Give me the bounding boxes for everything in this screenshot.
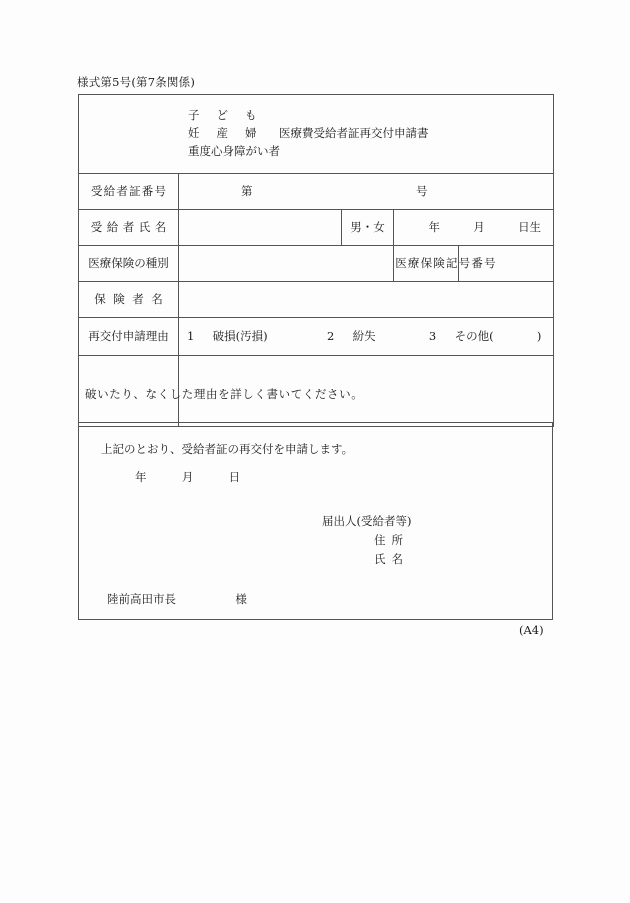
table-row-recipient-name (79, 210, 554, 246)
applicant-address-row[interactable] (322, 532, 411, 551)
birthdate-field[interactable] (394, 210, 554, 246)
applicant-address-label: 住所 (374, 533, 409, 547)
paper-size-label: (A4) (519, 623, 544, 637)
addressee-honorific: 様 (235, 592, 247, 606)
recipient-number-label: 受給者証番号 (90, 183, 168, 198)
reason-option-3[interactable]: その他( (454, 328, 494, 343)
reason-options (187, 328, 541, 346)
reason-option-2-number: 2 (326, 328, 335, 343)
table-row-insurer-name (79, 282, 554, 318)
table-row-insurance-type (79, 246, 554, 282)
form-number-label: 様式第5号(第7条関係) (77, 75, 196, 89)
title-line-1 (187, 107, 429, 125)
title-main-text: 医療費受給者証再交付申請書 (279, 126, 429, 140)
declaration-block (78, 422, 553, 620)
title-category-children: 子ども (188, 108, 274, 122)
form-title (187, 107, 429, 161)
applicant-name-row[interactable] (322, 551, 411, 570)
recipient-name-label: 受給者氏名 (90, 219, 171, 234)
birth-year-label: 年 (428, 219, 440, 234)
reason-option-2[interactable]: 紛失 (352, 328, 376, 343)
title-category-disability: 重度心身障がい者 (188, 144, 280, 158)
insurer-name-field[interactable] (179, 282, 554, 318)
declaration-day-label: 日 (228, 470, 241, 484)
title-category-maternity: 妊産婦 (188, 126, 274, 140)
table-row-reason (79, 318, 554, 356)
insurance-type-field[interactable] (179, 246, 394, 282)
insurance-number-label-cell: 医療保険記号番号 (394, 246, 459, 282)
recipient-number-suffix: 号 (416, 183, 428, 198)
addressee-row (107, 591, 247, 607)
application-form-table (78, 94, 554, 427)
recipient-name-label-cell (79, 210, 179, 246)
sex-selection-cell[interactable]: 男・女 (342, 210, 394, 246)
reason-option-3-close: ) (536, 328, 542, 343)
reason-options-cell[interactable] (179, 318, 554, 356)
insurance-number-field[interactable] (459, 246, 554, 282)
reason-label: 再交付申請理由 (88, 328, 169, 343)
form-title-cell (79, 95, 554, 174)
insurer-name-label-cell (79, 282, 179, 318)
insurance-type-label-cell (79, 246, 179, 282)
birthdate-labels (428, 219, 541, 237)
reason-option-3-number: 3 (428, 328, 437, 343)
recipient-number-prefix: 第 (241, 183, 253, 198)
title-line-2 (187, 125, 429, 143)
insurance-type-label: 医療保険の種別 (88, 255, 169, 270)
declaration-year-label: 年 (135, 470, 147, 484)
reason-label-cell (79, 318, 179, 356)
declaration-month-label: 月 (181, 470, 194, 484)
applicant-heading: 届出人(受給者等) (322, 514, 412, 528)
applicant-section (322, 513, 411, 570)
detail-label: 破いたり、なくした理由を詳しく書いてください。 (85, 386, 364, 401)
table-row-recipient-number (79, 174, 554, 210)
birth-day-label: 日生 (518, 219, 542, 234)
detail-label-cell (79, 356, 364, 427)
applicant-name-label: 氏名 (374, 552, 409, 566)
table-row-title (79, 95, 554, 174)
title-line-3 (187, 143, 429, 161)
insurer-name-label: 保険者名 (94, 291, 171, 306)
recipient-number-field[interactable] (179, 174, 554, 210)
birth-month-label: 月 (473, 219, 485, 234)
reason-option-1-number: 1 (187, 328, 195, 343)
recipient-number-label-cell (79, 174, 179, 210)
addressee-label: 陸前高田市長 (107, 592, 176, 606)
recipient-name-field[interactable] (179, 210, 342, 246)
declaration-date-row[interactable] (135, 469, 240, 485)
reason-option-1[interactable]: 破損(汚損) (212, 328, 268, 343)
declaration-statement: 上記のとおり、受給者証の再交付を申請します。 (101, 442, 354, 456)
table-row-detail (79, 356, 554, 427)
